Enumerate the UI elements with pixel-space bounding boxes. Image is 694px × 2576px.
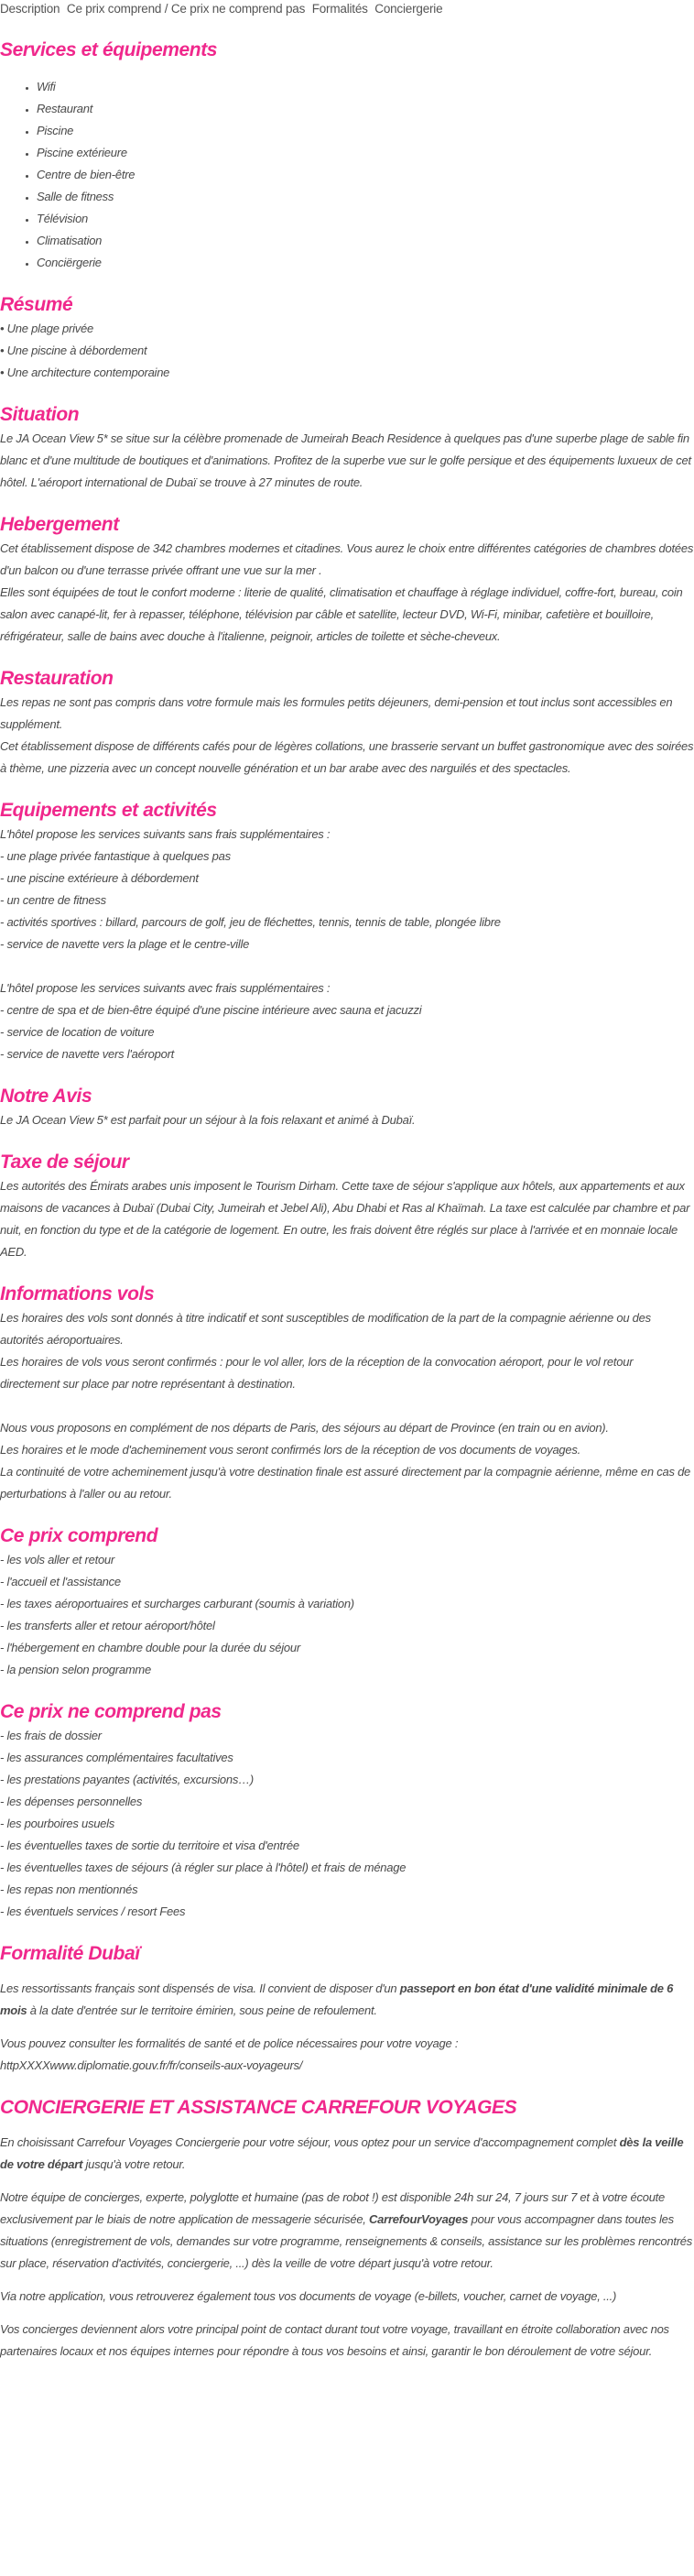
list-item: • Centre de bien-être (37, 164, 694, 186)
list-item: - les éventuelles taxes de sortie du territoire et visa d'entrée (0, 1839, 299, 1852)
section-title: Ce prix ne comprend pas (0, 1701, 222, 1722)
paragraph: Le JA Ocean View 5* est parfait pour un séjour à la fois relaxant et animé à Dubaï. (0, 1113, 416, 1127)
paragraph: La continuité de votre acheminement jusqu'à votre destination finale est assuré directement par la compagnie aérienne, même en cas de perturbations à l'aller ou au retour. (0, 1465, 691, 1501)
bold-text: passeport en bon état d'une validité minimale de 6 mois (0, 1981, 674, 2017)
list-item: • Une architecture contemporaine (0, 366, 170, 379)
section-restauration (0, 666, 694, 780)
paragraph (0, 1978, 694, 2022)
section-title: Services et équipements (0, 39, 218, 60)
list-item: • Restaurant (37, 98, 694, 120)
list-item: - les taxes aéroportuaires et surcharges carburant (soumis à variation) (0, 1597, 354, 1610)
text: jusqu'à votre retour. (82, 2157, 186, 2171)
section-title: Hebergement (0, 514, 119, 535)
paragraph: Cet établissement dispose de différents cafés pour de légères collations, une brasserie servant un buffet gastronomique avec des soirées à thème, une pizzeria avec un concept nouvelle génération et un bar arabe avec des narguilés et des spectacles. (0, 739, 694, 775)
list-item: • Conciërgerie (37, 252, 694, 274)
tab-bar (0, 0, 694, 19)
section-title: Formalité Dubaï (0, 1943, 140, 1964)
paragraph: Le JA Ocean View 5* se situe sur la célèbre promenade de Jumeirah Beach Residence à quelques pas d'une superbe plage de sable fin blanc et d'une multitude de boutiques et d'animations. Profitez de la superbe vue sur le golfe persique et des équipements luxueux de cet hôtel. L'aéroport international de Dubaï se trouve à 27 minutes de route. (0, 431, 691, 489)
list-item: - les frais de dossier (0, 1729, 102, 1742)
list-item: - une piscine extérieure à débordement (0, 871, 199, 885)
list-item: - service de location de voiture (0, 1025, 155, 1039)
paragraph (0, 2132, 694, 2176)
list-item: - les pourboires usuels (0, 1817, 115, 1830)
paragraph: Les horaires des vols sont donnés à titre indicatif et sont susceptibles de modification de la part de la compagnie aérienne ou des autorités aéroportuaires. (0, 1311, 651, 1347)
section-title: CONCIERGERIE ET ASSISTANCE CARREFOUR VOYAGES (0, 2097, 517, 2118)
services-list (0, 76, 694, 274)
section-avis (0, 1084, 694, 1131)
section-ne-comprend-pas (0, 1699, 694, 1923)
list-item: • Salle de fitness (37, 186, 694, 208)
paragraph (0, 2187, 694, 2275)
list-item: - les prestations payantes (activités, excursions…) (0, 1773, 254, 1786)
list-item: - service de navette vers l'aéroport (0, 1047, 175, 1061)
tab-prix[interactable]: Ce prix comprend / Ce prix ne comprend pas (66, 2, 306, 16)
list-item: - l'accueil et l'assistance (0, 1575, 121, 1588)
text: à la date d'entrée sur le territoire émirien, sous peine de refoulement. (27, 2003, 377, 2017)
tab-description[interactable]: Description (0, 2, 60, 16)
tab-conciergerie[interactable]: Conciergerie (374, 2, 443, 16)
diplomatie-link[interactable]: httpXXXXwww.diplomatie.gouv.fr/fr/conseils-aux-voyageurs/ (0, 2058, 303, 2072)
list-item: - les vols aller et retour (0, 1553, 114, 1566)
paragraph: Les horaires et le mode d'acheminement vous seront confirmés lors de la réception de vos documents de voyages. (0, 1443, 581, 1457)
list-item: - activités sportives : billard, parcours de golf, jeu de fléchettes, tennis, tennis de table, plongée libre (0, 915, 501, 929)
section-comprend (0, 1523, 694, 1681)
list-item: - service de navette vers la plage et le centre-ville (0, 937, 250, 951)
list-item: - une plage privée fantastique à quelques pas (0, 849, 231, 863)
bold-text: CarrefourVoyages (369, 2212, 469, 2226)
paragraph: L'hôtel propose les services suivants avec frais supplémentaires : (0, 981, 331, 995)
text: Les ressortissants français sont dispensés de visa. Il convient de disposer d'un (0, 1981, 400, 1995)
section-title: Informations vols (0, 1283, 155, 1304)
list-item: • Piscine extérieure (37, 142, 694, 164)
paragraph: L'hôtel propose les services suivants sans frais supplémentaires : (0, 827, 331, 841)
section-title: Taxe de séjour (0, 1152, 129, 1173)
section-taxe (0, 1150, 694, 1263)
list-item: - les éventuelles taxes de séjours (à régler sur place à l'hôtel) et frais de ménage (0, 1861, 407, 1874)
paragraph: Les horaires de vols vous seront confirmés : pour le vol aller, lors de la réception de la convocation aéroport, pour le vol retour directement sur place par notre représentant à destination. (0, 1355, 634, 1391)
section-hebergement (0, 512, 694, 648)
list-item: • Une plage privée (0, 322, 93, 335)
list-item: • Télévision (37, 208, 694, 230)
section-conciergerie (0, 2095, 694, 2363)
list-item: • Piscine (37, 120, 694, 142)
list-item: • Une piscine à débordement (0, 344, 147, 357)
spacer (0, 955, 694, 977)
section-resume (0, 292, 694, 384)
paragraph: Les autorités des Émirats arabes unis imposent le Tourism Dirham. Cette taxe de séjour s'applique aux hôtels, aux appartements et aux maisons de vacances à Dubaï (Dubai City, Jumeirah et Jebel Ali), Abu Dhabi et Ras al Khaïmah. La taxe est calculée par chambre et par nuit, en fonction du type et de la catégorie de logement. En outre, les frais doivent être réglés sur place à l'arrivée et en monnaie locale AED. (0, 1179, 690, 1259)
list-item: • Climatisation (37, 230, 694, 252)
list-item: • Wifi (37, 76, 694, 98)
list-item: - les éventuels services / resort Fees (0, 1905, 186, 1918)
section-title: Situation (0, 404, 80, 425)
paragraph: Vous pouvez consulter les formalités de santé et de police nécessaires pour votre voyage : (0, 2036, 459, 2050)
section-title: Equipements et activités (0, 800, 217, 821)
section-services (0, 38, 694, 274)
text: En choisissant Carrefour Voyages Conciergerie pour votre séjour, vous optez pour un service d'accompagnement complet (0, 2135, 620, 2149)
list-item: - les dépenses personnelles (0, 1795, 143, 1808)
text: Notre équipe de concierges, experte, polyglotte et humaine (pas de robot !) est disponible 24h sur 24, 7 jours sur 7 et à votre écoute exclusivement par le biais de notre application de messagerie sécurisée, (0, 2190, 666, 2226)
list-item: - centre de spa et de bien-être équipé d'une piscine intérieure avec sauna et jacuzzi (0, 1003, 422, 1017)
section-title: Ce prix comprend (0, 1525, 158, 1546)
list-item: - l'hébergement en chambre double pour la durée du séjour (0, 1641, 300, 1654)
section-title: Résumé (0, 294, 73, 315)
section-title: Restauration (0, 668, 114, 689)
text: pour vous accompagner dans toutes les situations (enregistrement de vols, demandes sur votre programme, renseignements & conseils, assistance sur les problèmes rencontrés sur place, réservation d'activités, conciergerie, ...) dès la veille de votre départ jusqu'à votre retour. (0, 2212, 693, 2270)
paragraph: Vos concierges deviennent alors votre principal point de contact durant tout votre voyage, travaillant en étroite collaboration avec nos partenaires locaux et nos équipes internes pour répondre à tous vos besoins et ainsi, garantir le bon déroulement de votre séjour. (0, 2322, 669, 2358)
section-situation (0, 402, 694, 494)
section-vols (0, 1282, 694, 1505)
section-title: Notre Avis (0, 1086, 92, 1107)
section-equipements (0, 798, 694, 1065)
bold-text: dès la veille de votre départ (0, 2135, 684, 2171)
paragraph: Elles sont équipées de tout le confort moderne : literie de qualité, climatisation et chauffage à réglage individuel, coffre-fort, bureau, coin salon avec canapé-lit, fer à repasser, téléphone, télévision par câble et satellite, lecteur DVD, Wi-Fi, minibar, cafetière et bouilloire, réfrigérateur, salle de bains avec douche à l'italienne, peignoir, articles de toilette et sèche-cheveux. (0, 585, 683, 643)
paragraph: Nous vous proposons en complément de nos départs de Paris, des séjours au départ de Province (en train ou en avion). (0, 1421, 609, 1435)
paragraph: Via notre application, vous retrouverez également tous vos documents de voyage (e-billets, voucher, carnet de voyage, ...) (0, 2289, 617, 2303)
tab-formalites[interactable]: Formalités (311, 2, 368, 16)
list-item: - les repas non mentionnés (0, 1883, 138, 1896)
list-item: - les assurances complémentaires facultatives (0, 1751, 233, 1764)
paragraph: Les repas ne sont pas compris dans votre formule mais les formules petits déjeuners, demi-pension et tout inclus sont accessibles en supplément. (0, 695, 673, 731)
spacer (0, 1395, 694, 1417)
list-item: - les transferts aller et retour aéroport/hôtel (0, 1619, 215, 1632)
list-item: - la pension selon programme (0, 1663, 151, 1676)
paragraph: Cet établissement dispose de 342 chambres modernes et citadines. Vous aurez le choix entre différentes catégories de chambres dotées d'un balcon ou d'une terrasse privée offrant une vue sur la mer . (0, 541, 694, 577)
list-item: - un centre de fitness (0, 893, 106, 907)
section-formalite (0, 1941, 694, 2077)
